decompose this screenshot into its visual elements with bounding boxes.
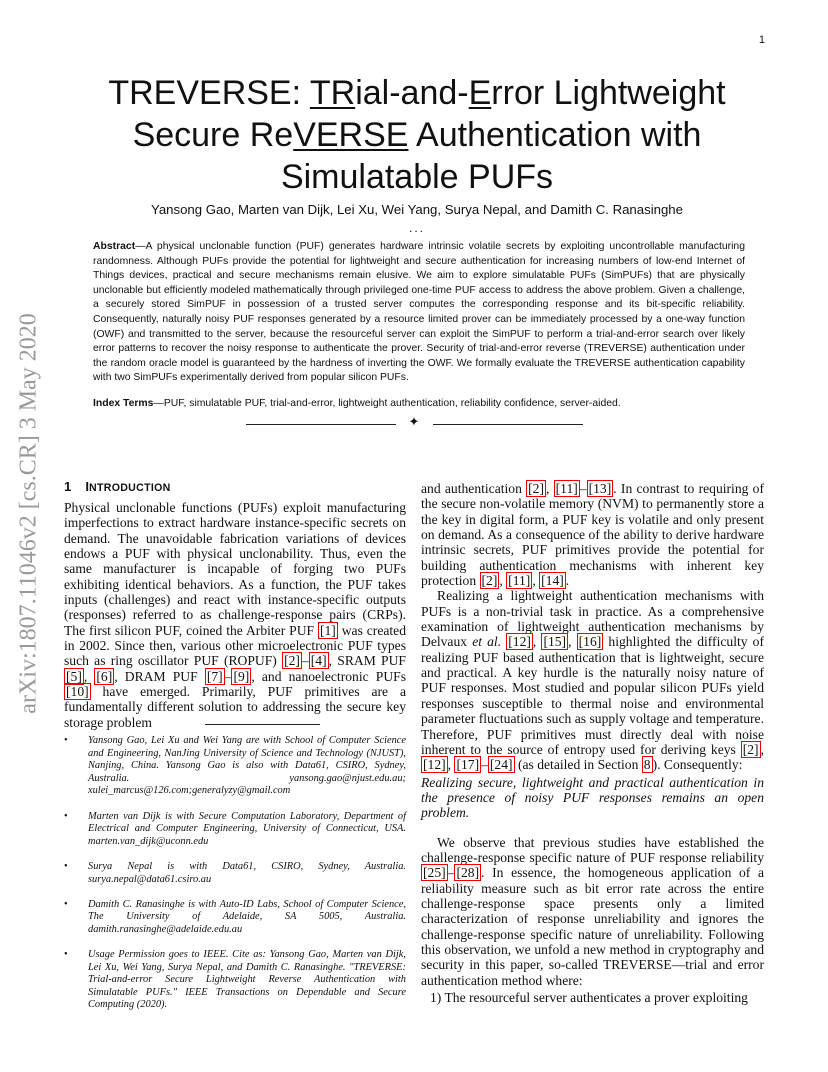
bullet-icon: • (64, 860, 68, 872)
text-run: – (481, 757, 488, 773)
footnote-item (64, 899, 406, 937)
text-run: We observe that previous studies have established the challenge-response specific nature of PUF response reliability (421, 834, 764, 865)
citation-link[interactable]: [2] (481, 573, 498, 589)
text-run: , and nanoelectronic PUFs (251, 668, 407, 684)
citation-link[interactable]: [17] (456, 757, 480, 773)
citation-link[interactable]: [2] (284, 653, 300, 669)
section-number: 1 (64, 479, 72, 494)
list-item-text: The resourceful server authenticates a prover exploiting (441, 990, 748, 1005)
text-run: – (224, 668, 232, 684)
citation-link[interactable]: [2] (528, 481, 544, 496)
citation-link[interactable]: [4] (310, 653, 327, 669)
arxiv-stamp-text: arXiv:1807.11046v2 [cs.CR] 3 May 2020 (15, 313, 42, 714)
citation-link[interactable]: [12] (508, 634, 531, 650)
right-column (421, 481, 764, 1005)
footnote-text: Marten van Dijk is with Secure Computation Laboratory, Department of Electrical and Computer Engineering, University of Connecticut, USA. marten.van_dijk@uconn.edu (88, 810, 406, 847)
bullet-icon: • (64, 949, 68, 961)
footnote-text: Yansong Gao, Lei Xu and Wei Yang are with School of Computer Science and Engineering, NanJing University of Science and Technology (NJUST), Nanjing, China. Yansong Gao is also with Data61, CSIRO, Sydney, Australia. yansong.gao@njust.edu.au; xulei_marcus@126.com;generalyzy@gmail.com (88, 735, 406, 797)
title-line1-prefix: TREVERSE: (108, 74, 310, 112)
citation-link[interactable]: [16] (578, 634, 602, 650)
citation-link[interactable]: [10] (66, 684, 89, 700)
text-run: (as detailed in Section (514, 757, 642, 773)
abstract-label: Abstract (93, 241, 136, 252)
text-run: , (760, 741, 764, 757)
footnote-item (64, 949, 406, 1012)
section-title-initial: I (85, 479, 90, 494)
intro-paragraph-1-continued (421, 481, 764, 588)
intro-paragraph-3 (421, 835, 764, 988)
citation-link[interactable]: [15] (543, 634, 567, 650)
text-run: was created in 2002. Since then, various other microelectronic PUF types such as ring oscillator PUF (ROPUF) (64, 622, 406, 669)
citation-link[interactable]: [13] (588, 481, 612, 496)
title-line1-suffix: rror Lightweight (491, 74, 726, 112)
text-run: , (532, 573, 540, 589)
footnote-text: Damith C. Ranasinghe is with Auto-ID Labs, School of Computer Science, The University of Adelaide, SA 5005, Australia. damith.ranasinghe@adelaide.edu.au (88, 898, 406, 935)
intro-paragraph-2 (421, 588, 764, 772)
section-link[interactable]: 8 (643, 757, 651, 773)
bullet-icon: • (64, 898, 68, 910)
text-run: , (532, 634, 542, 650)
title-line1-mid: ial-and- (355, 74, 469, 112)
abstract-text: —A physical unclonable function (PUF) generates hardware intrinsic volatile secrets by exploiting uncontrollable manufacturing randomness. Although PUFs provide the potential for lightweight and secure authentication for increasing numbers of low-end Internet of Things devices, practical and secure mechanisms remain elusive. We aim to explore simulatable PUFs (SimPUFs) that are physically unclonable but efficiently modeled mathematically through privileged one-time PUF access to address the above problem. Given a challenge, a securely stored SimPUF in possession of a trusted server computes the corresponding response and its bit-specific reliability. Consequently, naturally noisy PUF responses generated by a resource limited prover can be immediately processed by a one-way function (OWF) and transmitted to the server, because the resourceful server can exploit the SimPUF to perform a trial-and-error search over likely error patterns to recover the noisy response to authenticate the prover. Security of trial-and-error reverse (TREVERSE) authentication under the random oracle model is guaranteed by the hardness of inverting the OWF. We formally evaluate the TREVERSE authentication capability with two SimPUFs experimentally derived from popular silicon PUFs. (93, 241, 745, 384)
text-run: , (568, 634, 577, 650)
abstract (93, 240, 745, 386)
text-run: , SRAM PUF (328, 653, 406, 669)
text-run: , (499, 573, 507, 589)
page-number: 1 (758, 34, 765, 46)
affiliation-footnotes (64, 735, 406, 1025)
footnote-rule (205, 724, 320, 725)
text-run: – (301, 653, 309, 669)
citation-link[interactable]: [5] (66, 668, 82, 684)
text-run: . In essence, the homogeneous application of a reliability measure such as bit error rate across the entire challenge-response space presents only a limited characterization of response unreliability and ignores the challenge-response specific nature of unreliability. Following this observation, we unfold a new method in cryptography and security in this paper, so-called TREVERSE—trial and error authentication method where: (421, 865, 764, 988)
text-run: and authentication (421, 481, 527, 496)
title-underlined-verse: VERSE (293, 116, 409, 154)
text-run: ). Consequently: (652, 757, 743, 773)
author-list: Yansong Gao, Marten van Dijk, Lei Xu, Wei Yang, Surya Nepal, and Damith C. Ranasinghe (151, 202, 683, 217)
text-run: , (546, 481, 554, 496)
footnote-text: Surya Nepal is with Data61, CSIRO, Sydney, Australia. surya.nepal@data61.csiro.au (88, 860, 406, 885)
bullet-icon: • (64, 735, 68, 746)
footnote-text: Usage Permission goes to IEEE. Cite as: Yansong Gao, Marten van Dijk, Lei Xu, Wei Yang, Surya Nepal, and Damith C. Ranasinghe. "TREVERSE: Trial-and-error Secure Lightweight Reverse Authentication with Simulatable PUFs." IEEE Transactions on Dependable and Secure Computing (2020). (88, 949, 406, 1011)
citation-link[interactable]: [7] (206, 668, 223, 684)
citation-link[interactable]: [28] (456, 865, 480, 881)
title-line2-suffix: Authentication with (408, 116, 702, 154)
arxiv-stamp (6, 285, 52, 745)
citation-link[interactable]: [2] (742, 741, 759, 757)
text-run: . (565, 573, 570, 589)
text-run: . In contrast to requiring of the secure non-volatile memory (NVM) to permanently store a the key in digital form, a PUF key is volatile and only present on demand. As a consequence of the ability to derive hardware intrinsic secrets, PUF primitives provide the potential for building authentication mechanisms with inherent key protection (421, 481, 764, 589)
text-run: , (447, 757, 455, 773)
text-run: have emerged. Primarily, PUF primitives are a fundamentally different solution to addressing the secure key storage problem (64, 684, 406, 730)
text-run: , (83, 668, 95, 684)
index-terms (93, 397, 745, 411)
citation-link[interactable]: [11] (555, 481, 578, 496)
citation-link[interactable]: [11] (508, 573, 531, 589)
citation-link[interactable]: [25] (423, 865, 446, 881)
text-run: Physical unclonable functions (PUFs) exploit manufacturing imperfections to extract hardware instance-specific secrets on demand. The unavoidable fabrication variations of devices endows a PUF with physical unclonability. Thus, even the same manufacturer is incapable of forging two PUFs exhibiting identical behaviors. As a function, the PUF takes inputs (challenges) and react with instance-specific outputs (responses) referred to as challenge-response pairs (CRPs). The first silicon PUF, coined the Arbiter PUF (64, 500, 406, 638)
citation-link[interactable]: [24] (489, 757, 513, 773)
bullet-icon: • (64, 810, 68, 822)
section-title-rest: NTRODUCTION (89, 482, 171, 494)
text-run: , DRAM PUF (114, 668, 205, 684)
separator-line-right (433, 424, 583, 425)
section-heading-introduction (64, 479, 404, 494)
citation-link[interactable]: [12] (423, 757, 446, 773)
text-run: et al. (472, 634, 502, 650)
text-run: – (447, 865, 455, 881)
text-run: highlighted the difficulty of realizing PUF based authentication that is lightweight, secure and practical. A key hurdle is the naturally noisy nature of PUF responses. Most studied and popular silicon PUFs yield responses susceptible to thermal noise and environmental parameter fluctuations such as supply voltage and temperature. Therefore, PUF primitives must directly deal with noise inherent to the source of entropy used for deriving keys (421, 634, 764, 757)
intro-paragraph-1 (64, 500, 406, 730)
ellipsis-dots: ... (408, 221, 425, 235)
footnote-item (64, 811, 406, 849)
title-line2-prefix: Secure Re (132, 116, 294, 154)
separator-line-left (246, 424, 396, 425)
index-terms-text: —PUF, simulatable PUF, trial-and-error, lightweight authentication, reliability confidence, server-aided. (153, 398, 621, 409)
title-underlined-tr: TR (309, 74, 356, 112)
paper-title (60, 72, 774, 198)
index-terms-label: Index Terms (93, 398, 154, 409)
list-item-number: 1) (430, 990, 442, 1005)
citation-link[interactable]: [14] (541, 573, 564, 589)
title-line3: Simulatable PUFs (280, 158, 554, 196)
title-underlined-e: E (468, 74, 492, 112)
text-run: Realizing a lightweight authentication mechanisms with PUFs is a non-trivial task in practice. As a comprehensive examination of lightweight authentication mechanisms by Delvaux (421, 588, 764, 650)
citation-link[interactable]: [1] (319, 622, 336, 638)
open-problem-statement: Realizing secure, lightweight and practical authentication in the presence of noisy PUF responses remains an open problem. (421, 774, 764, 821)
footnote-item (64, 861, 406, 886)
separator-diamond-icon: ✦ (408, 415, 420, 430)
citation-link[interactable]: [9] (233, 668, 250, 684)
footnote-item (64, 735, 406, 798)
text-run: – (579, 481, 587, 496)
left-column (64, 500, 406, 730)
citation-link[interactable]: [6] (96, 668, 113, 684)
list-item (421, 990, 764, 1005)
